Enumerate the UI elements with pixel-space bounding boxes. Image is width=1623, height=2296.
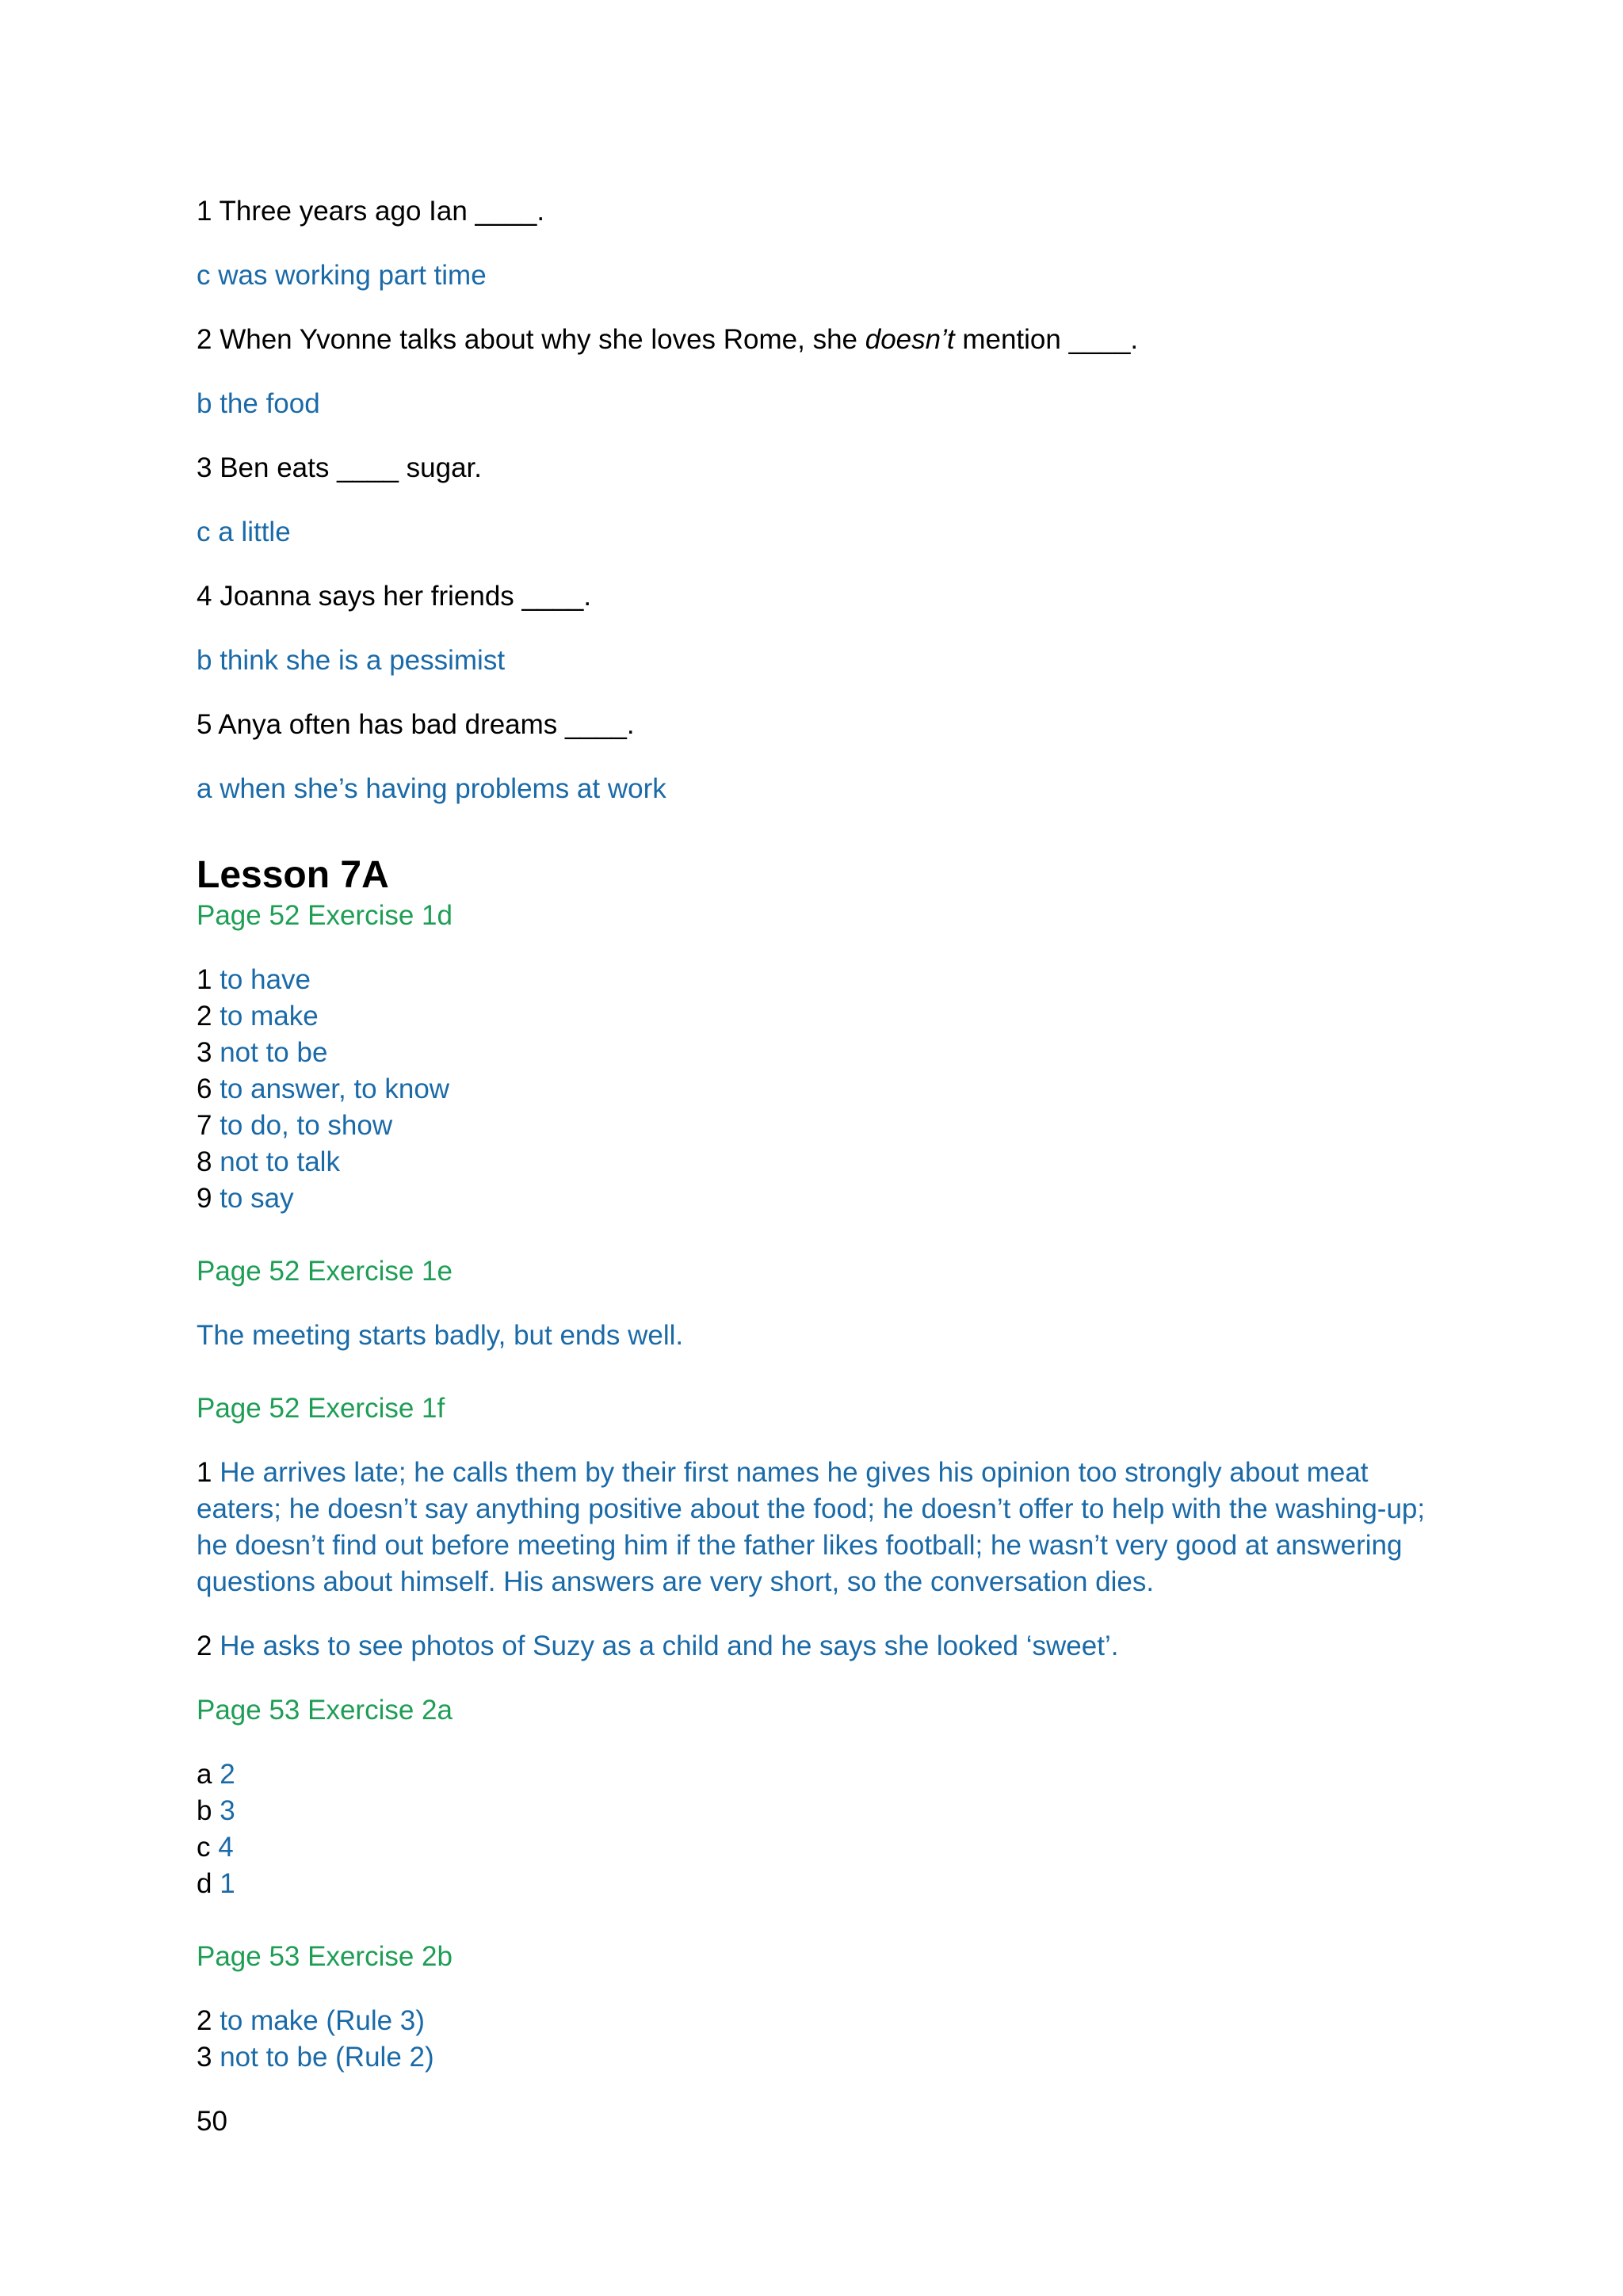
ex1f-answer-2 xyxy=(197,1628,1433,1665)
item-answer: to do, to show xyxy=(220,1110,393,1141)
question-2-emphasis: doesn’t xyxy=(865,324,955,355)
item-answer: not to be xyxy=(220,1037,328,1068)
item-letter: a xyxy=(197,1759,212,1790)
item-number: 2 xyxy=(197,2005,212,2036)
answer-3: c a little xyxy=(197,517,291,547)
page-number: 50 xyxy=(197,2106,227,2137)
question-1: 1 Three years ago Ian ____. xyxy=(197,196,545,227)
question-2-end: mention ____. xyxy=(954,324,1139,355)
list-item xyxy=(197,1144,1433,1180)
question-2 xyxy=(197,322,1433,358)
ex2a-list xyxy=(197,1756,1433,1902)
answer-2: b the food xyxy=(197,388,320,419)
section-title-ex1e: Page 52 Exercise 1e xyxy=(197,1256,453,1287)
question-5: 5 Anya often has bad dreams ____. xyxy=(197,709,635,740)
item-answer: not to talk xyxy=(220,1146,340,1177)
list-item xyxy=(197,2003,1433,2039)
item-number: 2 xyxy=(197,1630,212,1661)
answer-5: a when she’s having problems at work xyxy=(197,773,666,804)
item-answer: not to be (Rule 2) xyxy=(220,2042,434,2073)
item-number: 6 xyxy=(197,1074,212,1104)
item-number: 3 xyxy=(197,2042,212,2073)
ex1e-answer: The meeting starts badly, but ends well. xyxy=(197,1320,684,1351)
lesson-heading: Lesson 7A xyxy=(197,854,389,896)
list-item xyxy=(197,1035,1433,1071)
list-item xyxy=(197,1829,1433,1866)
item-letter: d xyxy=(197,1868,212,1899)
section-title-ex2a: Page 53 Exercise 2a xyxy=(197,1695,453,1726)
list-item xyxy=(197,1108,1433,1144)
list-item xyxy=(197,1180,1433,1217)
list-item xyxy=(197,1793,1433,1829)
ex2b-list xyxy=(197,2003,1433,2076)
answer-1: c was working part time xyxy=(197,260,487,291)
item-answer: to have xyxy=(220,964,311,995)
list-item xyxy=(197,1866,1433,1902)
section-title-ex1f: Page 52 Exercise 1f xyxy=(197,1393,445,1424)
answer-4: b think she is a pessimist xyxy=(197,645,506,676)
item-letter: b xyxy=(197,1795,212,1826)
item-number: 8 xyxy=(197,1146,212,1177)
section-title-ex2b: Page 53 Exercise 2b xyxy=(197,1941,453,1972)
page-content xyxy=(197,193,1433,2140)
item-number: 9 xyxy=(197,1183,212,1214)
item-number: 2 xyxy=(197,1001,212,1032)
item-answer: He arrives late; he calls them by their first names he gives his opinion too strongly about meat eaters; he doesn’t say anything positive about the food; he doesn’t offer to help with the washing-up; he doesn’t find out before meeting him if the father likes football; he wasn’t very good at answering questions about himself. His answers are very short, so the conversation dies. xyxy=(197,1457,1426,1597)
item-number: 1 xyxy=(197,964,212,995)
item-number: 3 xyxy=(197,1037,212,1068)
item-answer: to say xyxy=(220,1183,294,1214)
item-answer: 1 xyxy=(220,1868,235,1899)
question-2-start: 2 When Yvonne talks about why she loves Rome, she xyxy=(197,324,865,355)
list-item xyxy=(197,1756,1433,1793)
item-answer: 3 xyxy=(220,1795,235,1826)
item-answer: to answer, to know xyxy=(220,1074,450,1104)
list-item xyxy=(197,962,1433,998)
item-answer: 2 xyxy=(220,1759,235,1790)
section-title-ex1d: Page 52 Exercise 1d xyxy=(197,900,453,931)
item-answer: to make xyxy=(220,1001,319,1032)
list-item xyxy=(197,2039,1433,2076)
list-item xyxy=(197,1071,1433,1108)
list-item xyxy=(197,998,1433,1035)
item-answer: 4 xyxy=(218,1832,234,1863)
question-3: 3 Ben eats ____ sugar. xyxy=(197,452,482,483)
item-number: 1 xyxy=(197,1457,212,1488)
question-4: 4 Joanna says her friends ____. xyxy=(197,581,592,612)
ex1d-list xyxy=(197,962,1433,1217)
item-answer: He asks to see photos of Suzy as a child and he says she looked ‘sweet’. xyxy=(220,1630,1119,1661)
item-answer: to make (Rule 3) xyxy=(220,2005,425,2036)
item-letter: c xyxy=(197,1832,211,1863)
item-number: 7 xyxy=(197,1110,212,1141)
ex1f-answer-1 xyxy=(197,1455,1433,1600)
